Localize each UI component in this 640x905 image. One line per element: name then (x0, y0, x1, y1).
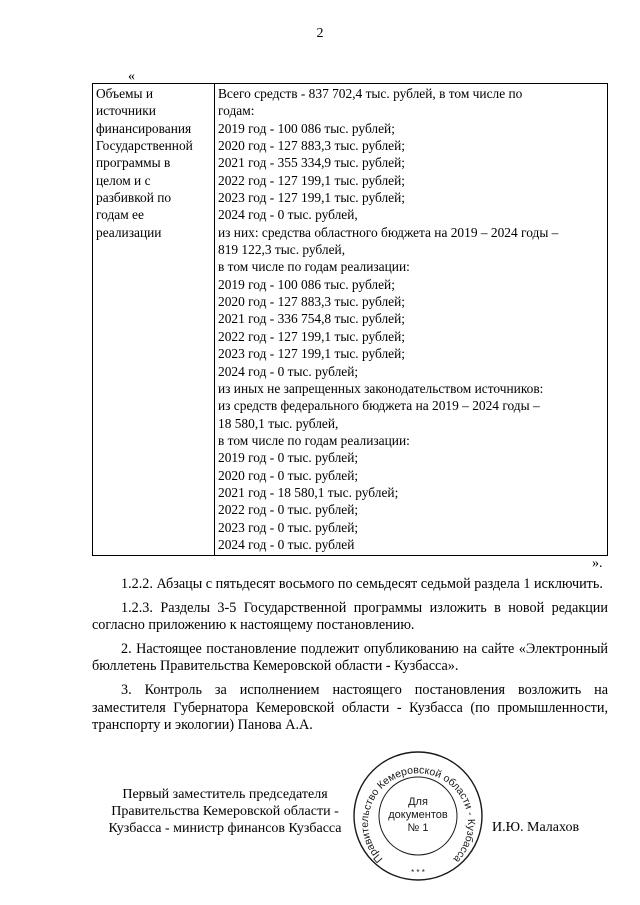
value-line: 2021 год - 336 754,8 тыс. рублей; (218, 311, 405, 327)
label-line: программы в (96, 155, 171, 171)
label-line: Объемы и (96, 86, 154, 101)
financing-table (92, 83, 608, 556)
value-line: 2020 год - 0 тыс. рублей; (218, 467, 359, 483)
stamp-center-line: документов (388, 809, 448, 821)
label-line: годам ее (96, 207, 144, 223)
value-line: в том числе по годам реализации: (218, 432, 410, 448)
body-text (92, 576, 608, 741)
paragraph-3: 3. Контроль за исполнением настоящего постановления возложить на заместителя Губернатора Кемеровской области - Кузбасса (по промышленности, транспорту и экологии) Панова А.А. (92, 682, 608, 733)
value-line: из них: средства областного бюджета на 2019 – 2024 годы – (218, 224, 559, 240)
value-line: 2022 год - 0 тыс. рублей; (218, 502, 359, 518)
label-line: Государственной (96, 138, 193, 154)
financing-value-cell (215, 84, 608, 556)
value-line: 819 122,3 тыс. рублей, (218, 242, 346, 258)
official-stamp (350, 748, 486, 884)
paragraph-1-2-3: 1.2.3. Разделы 3-5 Государственной программы изложить в новой редакции согласно приложению к настоящему постановлению. (92, 600, 608, 634)
value-line: 2024 год - 0 тыс. рублей, (218, 207, 358, 223)
value-line: 2021 год - 355 334,9 тыс. рублей; (218, 155, 405, 171)
financing-table-row (93, 84, 608, 556)
value-line: 2023 год - 127 199,1 тыс. рублей; (218, 346, 405, 362)
label-line: реализации (96, 224, 162, 240)
page-number: 2 (316, 26, 324, 41)
value-line: 2024 год - 0 тыс. рублей; (218, 363, 359, 379)
value-line: 2023 год - 127 199,1 тыс. рублей; (218, 190, 405, 206)
value-line: годам: (218, 103, 255, 119)
label-line: финансирования (96, 120, 192, 136)
signatory-name: И.Ю. Малахов (492, 820, 580, 835)
value-line: 2020 год - 127 883,3 тыс. рублей; (218, 294, 405, 310)
value-line: 18 580,1 тыс. рублей, (218, 415, 339, 431)
value-line: 2023 год - 0 тыс. рублей; (218, 519, 359, 535)
signatory-title-line: Правительства Кемеровской области - (111, 804, 339, 819)
opening-quote-mark: « (128, 69, 135, 84)
label-line: разбивкой по (96, 190, 172, 206)
value-line: в том числе по годам реализации: (218, 259, 410, 275)
stamp-center-line: № 1 (407, 822, 429, 834)
value-line: из иных не запрещенных законодательством источников: (218, 380, 544, 396)
label-line: источники (96, 103, 156, 119)
value-line: 2019 год - 100 086 тыс. рублей; (218, 276, 395, 292)
paragraph-2: 2. Настоящее постановление подлежит опубликованию на сайте «Электронный бюллетень Правительства Кемеровской области - Кузбасса». (92, 641, 608, 675)
signatory-title (86, 786, 364, 837)
value-line: 2019 год - 100 086 тыс. рублей; (218, 120, 395, 136)
label-line: целом и с (96, 172, 151, 188)
financing-label-cell (93, 84, 215, 556)
stamp-ring-text: Правительство Кемеровской области - Кузбасса (358, 764, 478, 866)
closing-quote-mark: ». (592, 556, 603, 571)
signatory-title-line: Кузбасса - министр финансов Кузбасса (108, 821, 342, 836)
value-line: 2024 год - 0 тыс. рублей (218, 536, 355, 552)
value-line: Всего средств - 837 702,4 тыс. рублей, в том числе по (218, 86, 523, 101)
value-line: из средств федерального бюджета на 2019 – 2024 годы – (218, 398, 540, 414)
value-line: 2021 год - 18 580,1 тыс. рублей; (218, 484, 399, 500)
stamp-center-line: Для (408, 796, 428, 808)
value-line: 2022 год - 127 199,1 тыс. рублей; (218, 172, 405, 188)
value-line: 2022 год - 127 199,1 тыс. рублей; (218, 328, 405, 344)
paragraph-1-2-2: 1.2.2. Абзацы с пятьдесят восьмого по семьдесят седьмой раздела 1 исключить. (121, 576, 603, 592)
value-line: 2020 год - 127 883,3 тыс. рублей; (218, 138, 405, 154)
stamp-stars: * * * (411, 868, 425, 877)
value-line: 2019 год - 0 тыс. рублей; (218, 450, 359, 466)
signatory-title-line: Первый заместитель председателя (122, 787, 328, 802)
